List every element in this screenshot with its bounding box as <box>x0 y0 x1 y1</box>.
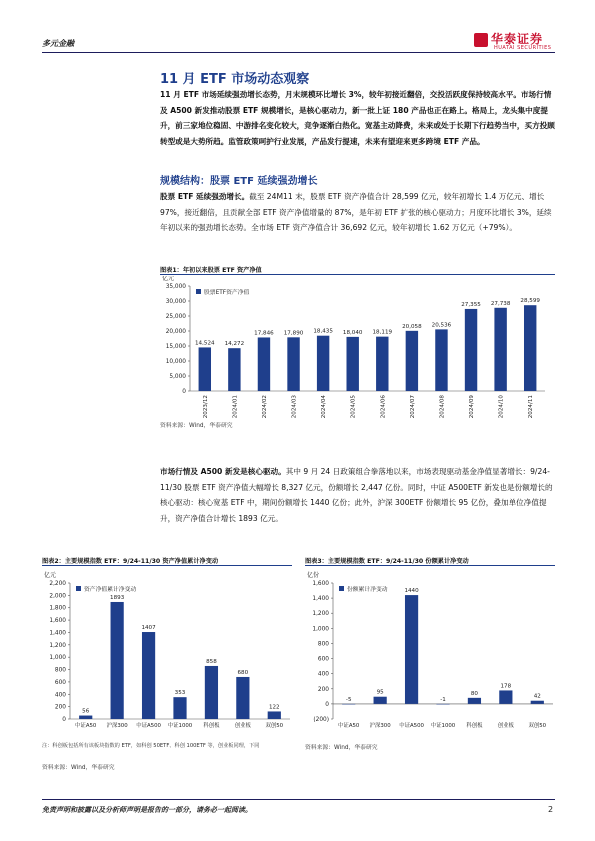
data-label: 28,599 <box>520 298 540 305</box>
fig1-title: 图表1：年初以来股票 ETF 资产净值 <box>160 267 262 274</box>
header-divider <box>42 52 555 53</box>
y-tick-label: 400 <box>317 671 329 678</box>
data-label: 80 <box>470 690 478 697</box>
huatai-logo-icon <box>474 33 488 47</box>
page-title: 11 月 ETF 市场动态观察 <box>160 72 310 87</box>
fig3-title: 图表3：主要规模指数 ETF：9/24-11/30 份额累计净变动 <box>305 558 469 565</box>
y-tick-label: (200) <box>313 717 329 723</box>
y-tick-label: 30,000 <box>165 299 186 305</box>
fig1-rule <box>160 274 555 275</box>
data-label: 18,435 <box>313 328 333 335</box>
legend-label: 资产净值累计净变动 <box>84 587 137 593</box>
data-label: 17,890 <box>283 330 304 337</box>
y-tick-label: 1,400 <box>312 596 329 603</box>
data-label: 27,738 <box>490 300 511 307</box>
fig3-source: 资料来源：Wind，华泰研究 <box>305 745 378 751</box>
legend-swatch <box>339 586 344 591</box>
y-tick-label: 1,000 <box>49 655 66 662</box>
x-tick-label: 中证A50 <box>75 723 97 729</box>
y-tick-label: 800 <box>54 667 66 674</box>
y-tick-label: 20,000 <box>165 329 186 335</box>
y-tick-label: 1,400 <box>49 630 66 637</box>
x-tick-label: 中证1000 <box>167 723 193 729</box>
x-tick-label: 2024/01 <box>232 395 239 418</box>
footer-divider <box>42 799 555 800</box>
fig2-title: 图表2：主要规模指数 ETF：9/24-11/30 资产净值累计净变动 <box>42 558 219 565</box>
bar <box>468 698 481 704</box>
bar <box>531 701 544 704</box>
y-tick-label: 1,600 <box>49 618 66 625</box>
bar <box>173 697 186 719</box>
y-axis-unit: 亿元 <box>44 572 57 579</box>
x-tick-label: 创业板 <box>234 723 251 729</box>
y-tick-label: 200 <box>317 686 329 693</box>
data-label: 17,846 <box>254 330 274 337</box>
y-tick-label: 800 <box>317 641 329 648</box>
legend-label: 股票ETF资产净值 <box>204 290 250 296</box>
fig1-source: 资料来源：Wind，华泰研究 <box>160 423 233 429</box>
section1-paragraph <box>160 189 555 236</box>
fig3-chart <box>305 567 555 742</box>
data-label: 1407 <box>141 625 156 632</box>
x-tick-label: 科创板 <box>203 723 220 729</box>
legend-swatch <box>196 289 201 294</box>
bar <box>405 595 418 704</box>
bar <box>435 329 447 391</box>
fig2-rule <box>42 565 292 566</box>
x-tick-label: 2024/09 <box>469 395 476 418</box>
x-tick-label: 双创50 <box>528 723 547 729</box>
logo-text-cn: 华泰证券 <box>491 32 544 46</box>
y-axis-unit: 亿份 <box>307 572 320 579</box>
bar <box>205 666 218 719</box>
section1-body: 截至 24M11 末，股票 ETF 资产净值合计 28,599 亿元，较年初增长 1.4 万亿元、增长 97%，接近翻倍，且贡献全部 ETF 资产净值增量的 87%，是年初 ETF 扩张的核心驱动力；月度环比增长 3%，延续年初以来的强劲增长态势。全市场 ETF 资产净值合计 36,692 亿元，较年初增长 1.62 万亿元（+79%）。 <box>160 192 552 232</box>
x-tick-label: 2024/07 <box>409 395 416 418</box>
data-label: 14,272 <box>224 341 245 348</box>
bar <box>406 331 418 391</box>
logo-text-en: HUATAI SECURITIES <box>494 45 552 51</box>
bar <box>228 348 240 391</box>
bar <box>79 716 92 719</box>
bar <box>258 337 270 391</box>
x-tick-label: 2024/08 <box>439 395 446 418</box>
data-label: 18,040 <box>342 329 363 336</box>
data-label: 14,524 <box>195 340 215 347</box>
y-tick-label: 1,800 <box>49 605 66 612</box>
bar <box>346 337 358 391</box>
section-heading: 规模结构：股票 ETF 延续强劲增长 <box>160 176 318 187</box>
data-label: 1893 <box>110 594 125 601</box>
y-tick-label: 600 <box>317 656 329 663</box>
x-tick-label: 2024/03 <box>291 395 298 418</box>
x-tick-label: 科创板 <box>466 723 483 729</box>
data-label: 178 <box>500 683 512 690</box>
data-label: 20,058 <box>402 323 422 330</box>
y-tick-label: 15,000 <box>165 344 186 350</box>
bar <box>268 711 281 719</box>
page-number: 2 <box>548 805 554 814</box>
data-label: 18,119 <box>372 329 393 336</box>
data-label: -1 <box>440 696 446 703</box>
bar <box>524 305 536 391</box>
fig2-source: 资料来源：Wind，华泰研究 <box>42 765 115 771</box>
bar <box>436 704 449 705</box>
bar <box>342 704 355 705</box>
y-tick-label: 200 <box>54 704 66 711</box>
bar <box>499 690 512 703</box>
header-section-label: 多元金融 <box>42 39 74 48</box>
section2-body: 其中 9 月 24 日政策组合拳落地以来，市场表现驱动基金净值显著增长：9/24-11/30 股票 ETF 资产净值大幅增长 8,327 亿元，份额增长 2,447 亿份。同时，中证 A500ETF 新发也是份额增长的核心驱动：核心宽基 ETF 中，期间份额增长 1440 亿份；此外，沪深 300ETF 份额增长 95 亿份，叠加单位净值提升，资产净值合计增长 1893 亿元。 <box>160 467 553 523</box>
data-label: 27,355 <box>461 301 481 308</box>
data-label: 353 <box>174 690 186 697</box>
y-tick-label: 1,200 <box>49 642 66 649</box>
intro-paragraph: 11 月 ETF 市场延续强劲增长态势，月末规模环比增长 3%，较年初接近翻倍，交投活跃度保持较高水平。市场行情及 A500 新发推动股票 ETF 规模增长，是核心驱动力，新一批上证 180 产品也正在路上。格局上，龙头集中度提升，前三家地位稳固、中游排名变化较大，竞争逐渐白热化。宽基主动降费，未来或处于长期下行趋势当中，买方投顾转型或是大势所趋。监管政策呵护行业发展，产品发行提速，未来有望迎来更多跨境 ETF 产品。 <box>160 90 555 146</box>
y-tick-label: 0 <box>182 389 186 395</box>
bar <box>199 347 211 391</box>
data-label: 680 <box>237 669 249 676</box>
x-tick-label: 沪深300 <box>106 723 128 729</box>
fig3-rule <box>305 565 555 566</box>
fig1-chart <box>160 276 555 418</box>
x-tick-label: 双创50 <box>265 723 284 729</box>
y-tick-label: 1,000 <box>312 626 329 633</box>
x-tick-label: 2024/04 <box>321 395 328 418</box>
y-tick-label: 10,000 <box>165 359 186 365</box>
y-tick-label: 35,000 <box>165 284 186 290</box>
section2-paragraph <box>160 464 555 526</box>
bar <box>317 336 329 391</box>
x-tick-label: 中证A500 <box>136 723 161 729</box>
section2-lead: 市场行情及 A500 新发是核心驱动。 <box>160 467 286 476</box>
bar <box>142 632 155 719</box>
y-tick-label: 0 <box>62 717 66 723</box>
fig2-note: 注：科创板包括所有该板块指数的 ETF，如科创 50ETF、科创 100ETF 等，创业板同理，下同 <box>42 743 260 749</box>
y-tick-label: 400 <box>54 692 66 699</box>
legend-label: 份额累计净变动 <box>347 587 388 593</box>
data-label: 95 <box>376 689 384 696</box>
bar <box>287 337 299 391</box>
y-tick-label: 25,000 <box>165 314 186 320</box>
data-label: 42 <box>533 693 541 700</box>
y-tick-label: 1,200 <box>312 611 329 618</box>
data-label: 858 <box>206 658 217 665</box>
bar <box>376 337 388 391</box>
data-label: 1440 <box>404 588 419 595</box>
x-tick-label: 中证A500 <box>399 723 424 729</box>
y-tick-label: 1,600 <box>312 581 329 587</box>
bar <box>236 677 249 719</box>
x-tick-label: 2024/11 <box>528 395 535 418</box>
y-tick-label: 0 <box>325 701 329 708</box>
data-label: 20,536 <box>431 322 452 329</box>
x-tick-label: 中证A50 <box>338 723 360 729</box>
bar <box>494 308 506 391</box>
fig2-chart <box>42 567 292 742</box>
x-tick-label: 2023/12 <box>202 395 209 418</box>
bar <box>111 602 124 719</box>
x-tick-label: 沪深300 <box>369 723 391 729</box>
y-tick-label: 5,000 <box>169 374 186 380</box>
legend-swatch <box>76 586 81 591</box>
data-label: -5 <box>345 696 352 703</box>
y-tick-label: 600 <box>54 679 66 686</box>
data-label: 56 <box>82 708 90 715</box>
bar <box>465 309 477 391</box>
x-tick-label: 中证1000 <box>430 723 456 729</box>
y-axis-unit: 亿元 <box>162 276 175 282</box>
x-tick-label: 2024/02 <box>261 395 268 418</box>
section1-lead: 股票 ETF 延续强劲增长。 <box>160 192 250 201</box>
bar <box>374 697 387 704</box>
y-tick-label: 2,000 <box>49 593 66 600</box>
x-tick-label: 2024/10 <box>498 395 505 418</box>
x-tick-label: 创业板 <box>497 723 514 729</box>
data-label: 122 <box>268 704 280 711</box>
x-tick-label: 2024/06 <box>380 395 387 418</box>
y-tick-label: 2,200 <box>49 581 66 587</box>
x-tick-label: 2024/05 <box>350 395 357 418</box>
footer-disclaimer: 免责声明和披露以及分析师声明是报告的一部分，请务必一起阅读。 <box>42 806 252 814</box>
